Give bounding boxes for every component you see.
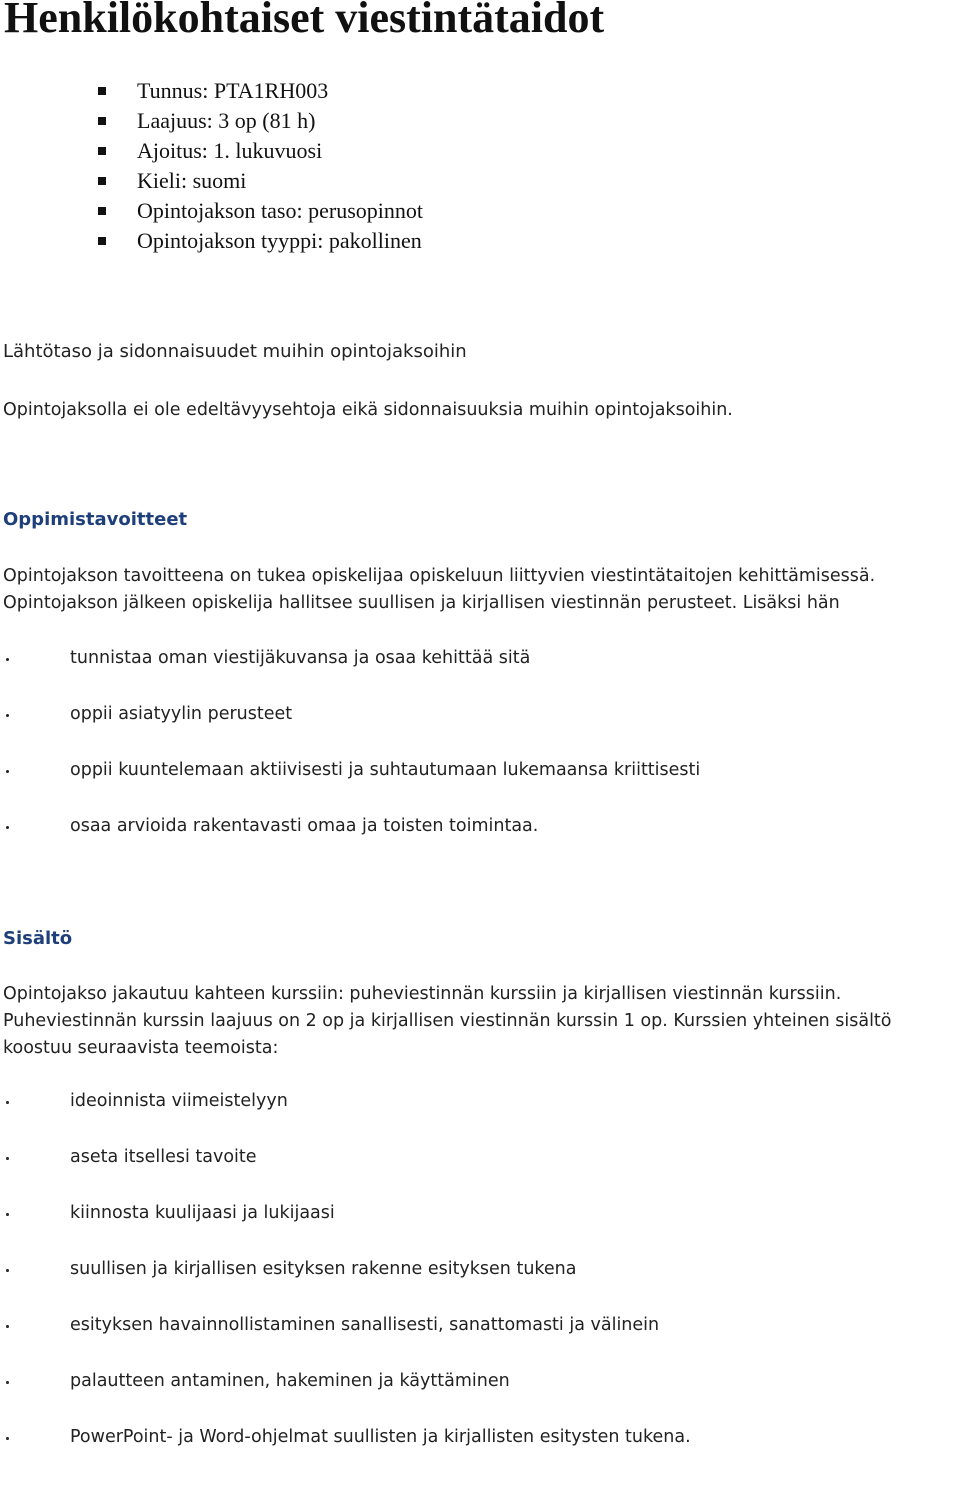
dot-bullet-icon [6, 826, 9, 829]
square-bullet-icon [98, 117, 106, 125]
dot-bullet-icon [6, 1269, 9, 1272]
content-intro: Opintojakso jakautuu kahteen kurssiin: puheviestinnän kurssiin ja kirjallisen viestinnän kurssiin. Puheviestinnän kurssin laajuus on 2 op ja kirjallisen viestinnän kurssin 1 op. Kurssien yhteinen sisältö koostuu seuraavista teemoista: [3, 984, 892, 1058]
dot-bullet-icon [6, 1381, 9, 1384]
meta-item: Ajoitus: 1. lukuvuosi [98, 136, 423, 166]
dot-bullet-icon [6, 770, 9, 773]
prereq-text: Opintojaksolla ei ole edeltävyysehtoja eikä sidonnaisuuksia muihin opintojaksoihin. [3, 400, 733, 420]
meta-item: Laajuus: 3 op (81 h) [98, 106, 423, 136]
meta-item: Opintojakson tyyppi: pakollinen [98, 226, 423, 256]
dot-bullet-icon [6, 658, 9, 661]
meta-item: Opintojakson taso: perusopinnot [98, 196, 423, 226]
dot-bullet-icon [6, 1325, 9, 1328]
meta-item: Kieli: suomi [98, 166, 423, 196]
square-bullet-icon [98, 237, 106, 245]
square-bullet-icon [98, 177, 106, 185]
dot-bullet-icon [6, 1101, 9, 1104]
course-meta-list [98, 76, 423, 256]
goals-intro: Opintojakson tavoitteena on tukea opiskelijaa opiskeluun liittyvien viestintätaitojen kehittämisessä. Opintojakson jälkeen opiskelija hallitsee suullisen ja kirjallisen viestinnän perusteet. Lisäksi hän [3, 566, 876, 613]
prereq-heading: Lähtötaso ja sidonnaisuudet muihin opintojaksoihin [3, 341, 467, 362]
dot-bullet-icon [6, 714, 9, 717]
dot-bullet-icon [6, 1213, 9, 1216]
dot-bullet-icon [6, 1157, 9, 1160]
page-title: Henkilökohtaiset viestintätaidot [4, 0, 605, 42]
square-bullet-icon [98, 207, 106, 215]
square-bullet-icon [98, 147, 106, 155]
meta-item: Tunnus: PTA1RH003 [98, 76, 423, 106]
square-bullet-icon [98, 87, 106, 95]
dot-bullet-icon [6, 1437, 9, 1440]
content-heading: Sisältö [3, 928, 73, 949]
goals-heading: Oppimistavoitteet [3, 509, 188, 530]
